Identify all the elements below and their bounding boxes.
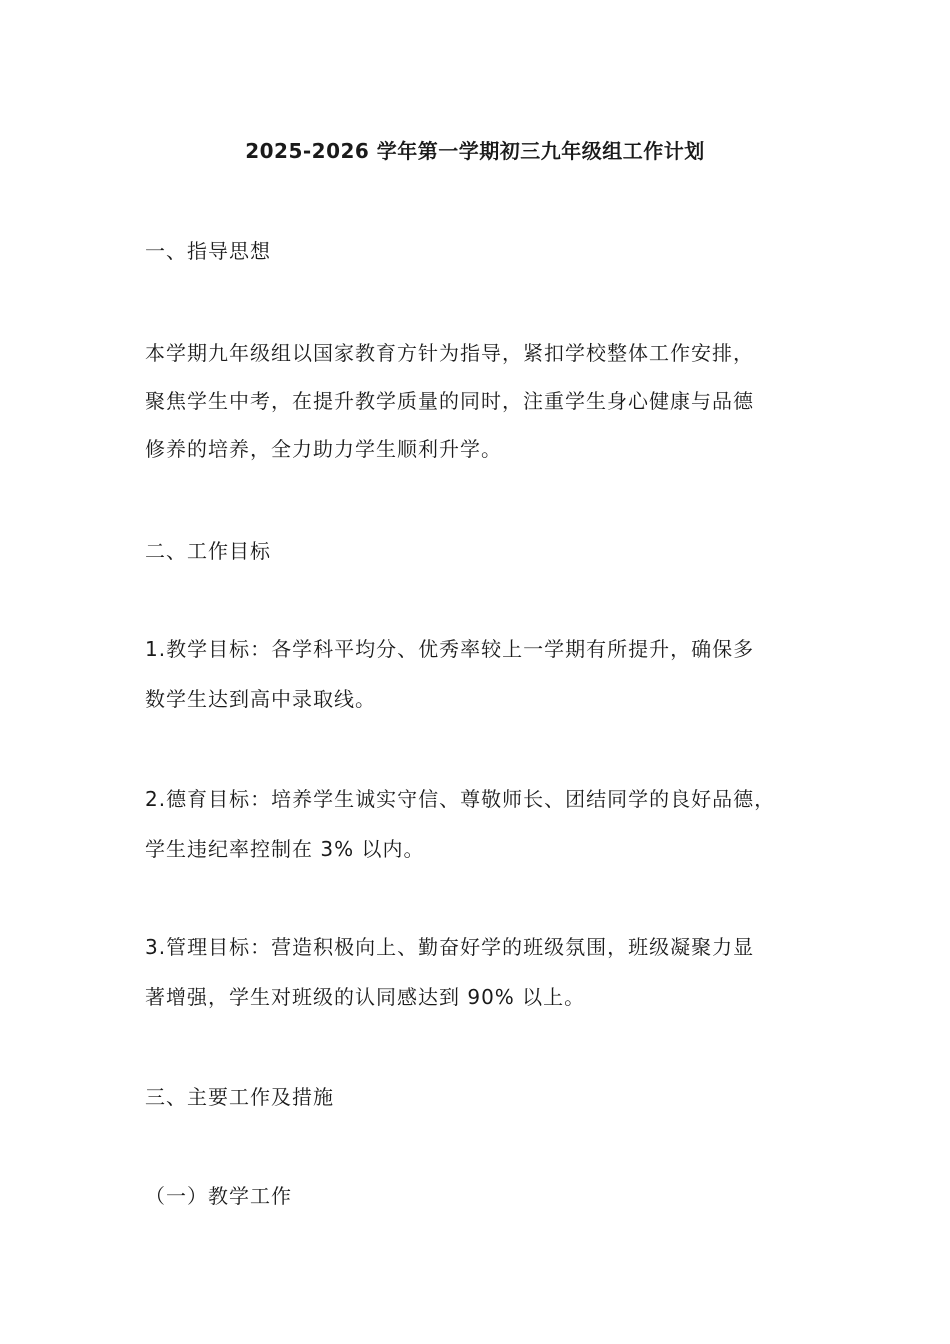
goal-teaching-line: 1.教学目标：各学科平均分、优秀率较上一学期有所提升，确保多 [145, 637, 755, 661]
goal-management-line: 著增强，学生对班级的认同感达到 90% 以上。 [145, 985, 586, 1009]
goal-management-line: 3.管理目标：营造积极向上、勤奋好学的班级氛围，班级凝聚力显 [145, 935, 755, 959]
goal-teaching-line: 数学生达到高中录取线。 [145, 687, 376, 711]
section-heading-main-work: 三、主要工作及措施 [145, 1085, 334, 1109]
goal-moral-line: 学生违纪率控制在 3% 以内。 [145, 837, 425, 861]
paragraph-line: 聚焦学生中考，在提升教学质量的同时，注重学生身心健康与品德 [145, 389, 754, 413]
section-heading-work-goals: 二、工作目标 [145, 539, 271, 563]
document-title: 2025-2026 学年第一学期初三九年级组工作计划 [245, 139, 705, 163]
goal-moral-line: 2.德育目标：培养学生诚实守信、尊敬师长、团结同学的良好品德， [145, 787, 776, 811]
paragraph-line: 修养的培养，全力助力学生顺利升学。 [145, 437, 502, 461]
subsection-heading-teaching: （一）教学工作 [145, 1184, 292, 1208]
paragraph-line: 本学期九年级组以国家教育方针为指导，紧扣学校整体工作安排， [145, 341, 754, 365]
section-heading-guiding-ideology: 一、指导思想 [145, 239, 271, 263]
